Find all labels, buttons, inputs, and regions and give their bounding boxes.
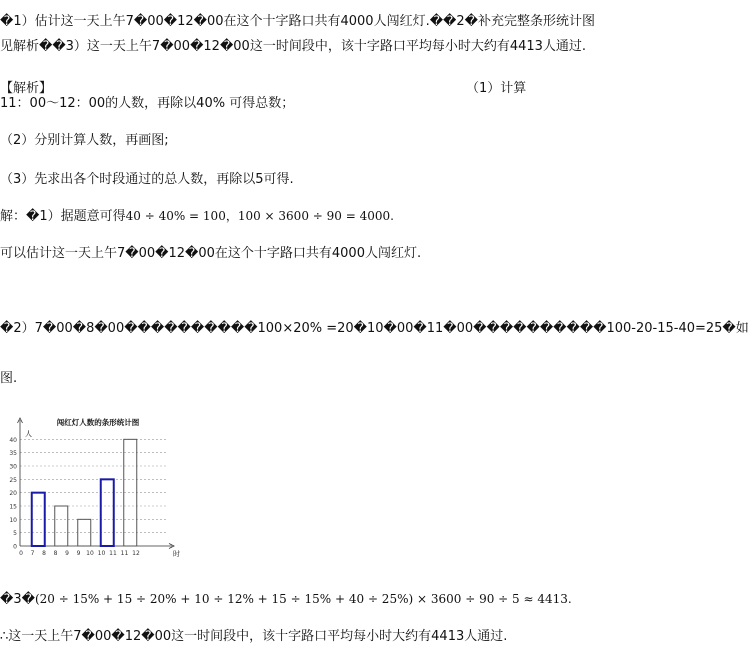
- x-axis-label: 时: [173, 550, 180, 558]
- analysis-heading: 【解析】: [0, 81, 53, 96]
- x-tick-label: 12: [132, 550, 140, 557]
- bar-chart: [8, 415, 183, 560]
- chart-title: 闯红灯人数的条形统计图: [56, 418, 140, 427]
- answer-line-2: 见解析��3）这一天上午7�00�12�00这一时间段中，该十字路口平均每小时大约有4413人通过.: [0, 39, 587, 54]
- y-tick-label: 10: [9, 516, 17, 524]
- solution-formula-1: 40 ÷ 40% = 100，100 × 3600 ÷ 90 = 4000.: [125, 209, 394, 223]
- x-tick-label: 9: [65, 550, 69, 557]
- analysis-step-1-label: （1）计算: [466, 81, 527, 96]
- x-tick-label: 11: [120, 550, 129, 557]
- solution-line-3: [0, 590, 572, 609]
- answer-line-1: �1）估计这一天上午7�00�12�00在这个十字路口共有4000人闯红灯.��2�补充完整条形统计图: [0, 14, 595, 29]
- analysis-step-3: （3）先求出各个时段通过的总人数，再除以5可得.: [0, 172, 294, 187]
- x-tick-label: 0: [19, 550, 23, 557]
- y-tick-label: 40: [9, 436, 17, 444]
- bar-10-11: [101, 479, 114, 546]
- solution-line-1: [0, 207, 394, 226]
- bar-8-9: [55, 506, 68, 546]
- solution-line-2-end: 图.: [0, 371, 18, 386]
- analysis-step-2: （2）分别计算人数，再画图;: [0, 133, 169, 148]
- x-tick-label: 10: [86, 550, 94, 557]
- x-tick-label: 10: [97, 550, 106, 557]
- x-tick-label: 9: [76, 550, 81, 557]
- analysis-step-1-text: 11：00～12：00的人数，再除以40% 可得总数；: [0, 96, 295, 111]
- x-tick-label: 8: [42, 550, 46, 557]
- solution-intro: 解：�1）据题意可得: [0, 209, 126, 224]
- y-axis-label: 人: [25, 430, 32, 438]
- x-tick-label: 8: [53, 550, 58, 557]
- y-tick-label: 0: [13, 543, 17, 551]
- y-tick-label: 30: [9, 463, 17, 471]
- y-tick-label: 35: [9, 450, 17, 458]
- y-tick-label: 5: [13, 530, 17, 538]
- solution-3-label: �3�: [0, 592, 35, 607]
- y-tick-label: 15: [9, 503, 17, 511]
- x-tick-label: 11: [109, 550, 117, 557]
- solution-line-2: �2）7�00�8�00����������100×20% =20�10�00�11�00����������100-20-15-40=25�如: [0, 321, 749, 336]
- y-tick-label: 20: [9, 490, 17, 498]
- solution-formula-3: (20 ÷ 15% + 15 ÷ 20% + 10 ÷ 12% + 15 ÷ 15% + 40 ÷ 25%) × 3600 ÷ 90 ÷ 5 ≈ 4413.: [34, 592, 572, 606]
- y-tick-label: 25: [9, 476, 17, 484]
- x-tick-label: 7: [30, 550, 35, 557]
- final-conclusion: ∴这一天上午7�00�12�00这一时间段中，该十字路口平均每小时大约有4413人通过.: [0, 629, 508, 644]
- solution-conclusion-1: 可以估计这一天上午7�00�12�00在这个十字路口共有4000人闯红灯.: [0, 246, 422, 261]
